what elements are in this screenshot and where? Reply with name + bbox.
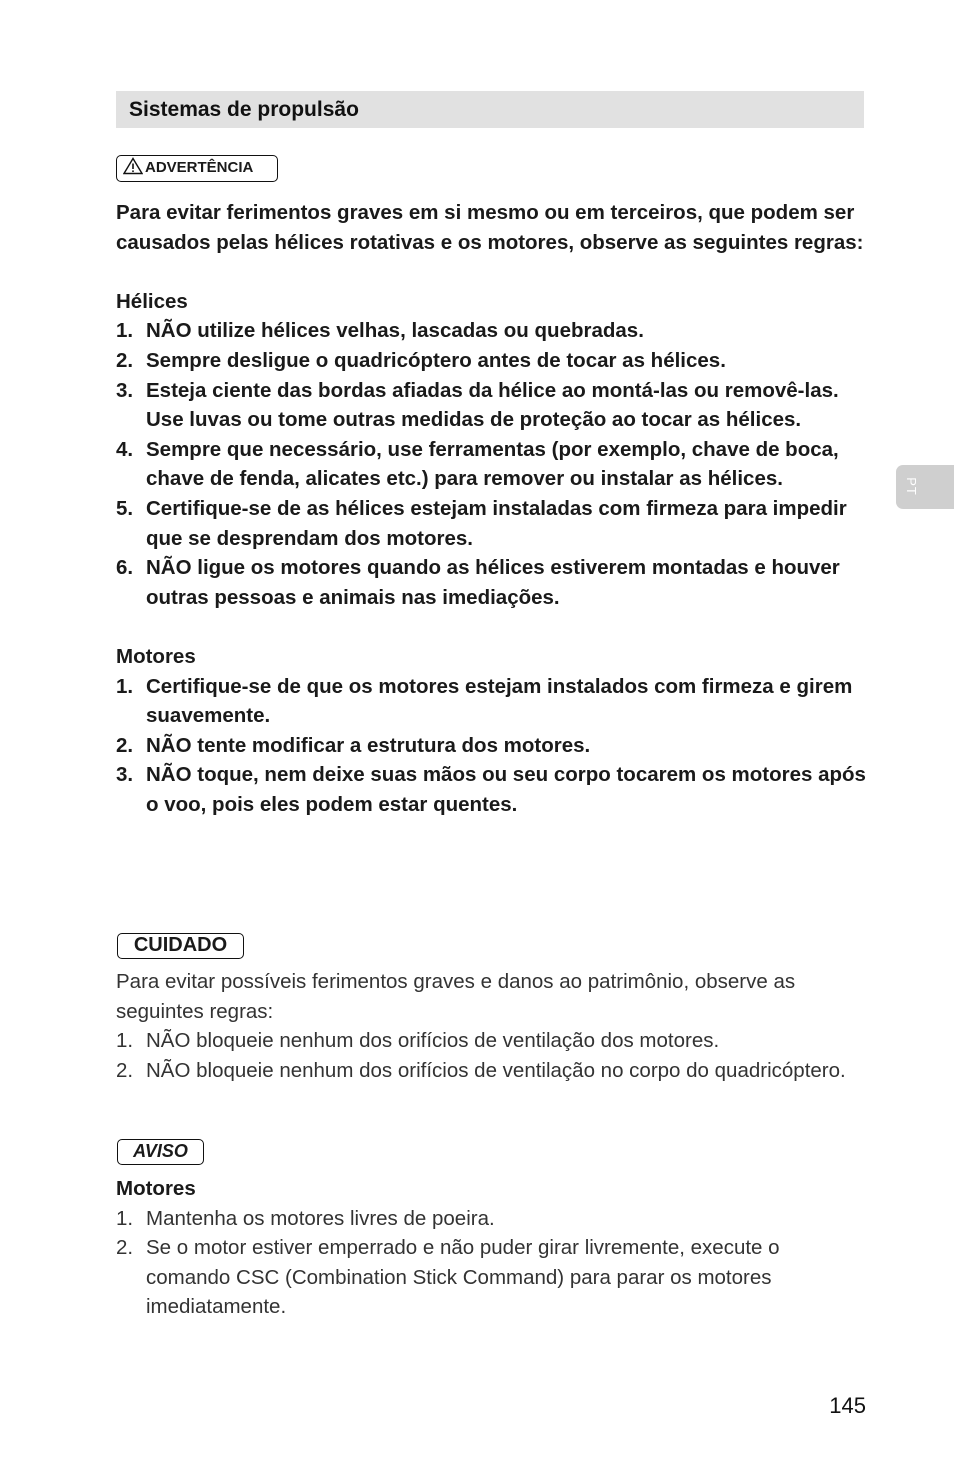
list-item: 4. Sempre que necessário, use ferramentas (por exemplo, chave de boca, chave de fenda, alicates etc.) para remover ou instalar as hélices. <box>116 437 839 491</box>
list-item: 1. NÃO utilize hélices velhas, lascadas ou quebradas. <box>116 319 644 343</box>
list-item: 1. Mantenha os motores livres de poeira. <box>116 1206 495 1230</box>
list-item: 2. Sempre desligue o quadricóptero antes de tocar as hélices. <box>116 348 726 372</box>
list-item: 3. NÃO toque, nem deixe suas mãos ou seu corpo tocarem os motores após o voo, pois eles podem estar quentes. <box>116 763 866 816</box>
propellers-list <box>116 316 866 612</box>
list-item: 1. NÃO bloqueie nenhum dos orifícios de ventilação dos motores. <box>116 1029 720 1053</box>
propellers-title: Hélices <box>116 289 188 313</box>
page-number: 145 <box>829 1393 866 1418</box>
list-item: 2. Se o motor estiver emperrado e não puder girar livremente, execute o comando CSC (Combination Stick Command) para parar os motores imediatamente. <box>116 1236 780 1319</box>
list-item: 1. Certifique-se de que os motores estejam instalados com firmeza e girem suavemente. <box>116 674 853 728</box>
caution-badge: CUIDADO <box>117 933 244 959</box>
warning-motors-list <box>116 672 866 820</box>
warning-triangle-icon <box>123 157 143 175</box>
list-item: 3. Esteja ciente das bordas afiadas da hélice ao montá-las ou removê-las. Use luvas ou tome outras medidas de proteção ao tocar as hélices. <box>116 378 839 432</box>
notice-list <box>116 1204 866 1322</box>
list-item: 5. Certifique-se de as hélices estejam instaladas com firmeza para impedir que se desprendam dos motores. <box>116 496 847 550</box>
language-tab-label: PT <box>903 477 919 496</box>
caution-list <box>116 1026 866 1085</box>
warning-intro: Para evitar ferimentos graves em si mesmo ou em terceiros, que podem ser causados pelas hélices rotativas e os motores, observe as seguintes regras: <box>116 201 864 254</box>
language-tab <box>896 465 954 509</box>
list-item: 2. NÃO bloqueie nenhum dos orifícios de ventilação no corpo do quadricóptero. <box>116 1058 846 1082</box>
warning-badge-label: ADVERTÊNCIA <box>145 159 254 176</box>
warning-motors-title: Motores <box>116 644 196 668</box>
caution-section <box>116 967 866 1085</box>
warning-badge <box>116 155 278 182</box>
warning-section <box>116 198 866 819</box>
list-item: 2. NÃO tente modificar a estrutura dos motores. <box>116 733 591 757</box>
caution-intro: Para evitar possíveis ferimentos graves e danos ao patrimônio, observe as seguintes regras: <box>116 970 796 1023</box>
notice-badge: AVISO <box>117 1139 204 1165</box>
section-title: Sistemas de propulsão <box>116 91 864 128</box>
list-item: 6. NÃO ligue os motores quando as hélices estiverem montadas e houver outras pessoas e animais nas imediações. <box>116 556 840 609</box>
notice-motors-title: Motores <box>116 1177 196 1200</box>
notice-section <box>116 1174 866 1322</box>
